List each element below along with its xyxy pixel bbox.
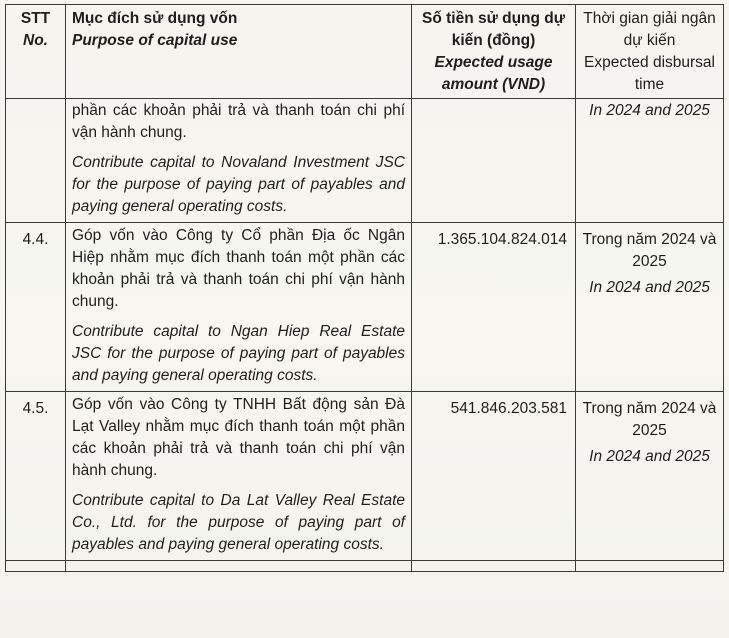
row-purpose-vn: Góp vốn vào Công ty Cổ phần Địa ốc Ngân Hiệp nhằm mục đích thanh toán một phần các khoản phải trả và thanh toán chi phí vận hành chung. xyxy=(72,227,405,310)
header-stt-vn: STT xyxy=(20,10,51,27)
header-time-en: Expected disbursal time xyxy=(584,54,715,93)
table-row xyxy=(6,99,724,223)
row-time xyxy=(576,99,724,223)
row-purpose xyxy=(66,99,412,223)
header-purpose-vn: Mục đích sử dụng vốn xyxy=(72,10,238,27)
row-purpose-en: Contribute capital to Novaland Investment JSC for the purpose of paying part of payables and paying general operating costs. xyxy=(72,154,405,215)
header-purpose-en: Purpose of capital use xyxy=(72,32,238,49)
row-time-en: In 2024 and 2025 xyxy=(589,279,710,296)
row-purpose-vn: Góp vốn vào Công ty TNHH Bất động sản Đà Lạt Valley nhằm mục đích thanh toán một phần các khoản phải trả và thanh toán chi phí vận hành chung. xyxy=(72,396,405,479)
table-row xyxy=(6,223,724,392)
row-stt: 4.4. xyxy=(6,223,66,392)
row-stt: 4.5. xyxy=(6,392,66,561)
row-purpose xyxy=(66,392,412,561)
cell-empty xyxy=(66,561,412,572)
row-time-vn: Trong năm 2024 và 2025 xyxy=(582,231,717,270)
row-time xyxy=(576,392,724,561)
row-amount xyxy=(412,99,576,223)
header-time-vn: Thời gian giải ngân dự kiến xyxy=(583,10,716,49)
row-purpose-en: Contribute capital to Da Lat Valley Real Estate Co., Ltd. for the purpose of paying part of payables and paying general operating costs. xyxy=(72,492,405,553)
table-header-row xyxy=(6,5,724,99)
row-purpose-en: Contribute capital to Ngan Hiep Real Estate JSC for the purpose of paying part of payables and paying general operating costs. xyxy=(72,323,405,384)
capital-use-table xyxy=(5,4,724,572)
row-stt xyxy=(6,99,66,223)
header-amount-en: Expected usage amount (VND) xyxy=(434,54,553,93)
cell-empty xyxy=(576,561,724,572)
row-amount: 541.846.203.581 xyxy=(412,392,576,561)
header-time xyxy=(576,5,724,99)
header-purpose xyxy=(66,5,412,99)
header-amount xyxy=(412,5,576,99)
row-time-vn: Trong năm 2024 và 2025 xyxy=(582,400,717,439)
row-amount: 1.365.104.824.014 xyxy=(412,223,576,392)
header-amount-vn: Số tiền sử dụng dự kiến (đồng) xyxy=(422,10,565,49)
row-time xyxy=(576,223,724,392)
cell-empty xyxy=(412,561,576,572)
row-time-en: In 2024 and 2025 xyxy=(589,448,710,465)
cell-empty xyxy=(6,561,66,572)
table-row-partial xyxy=(6,561,724,572)
header-stt-en: No. xyxy=(23,32,48,49)
row-purpose xyxy=(66,223,412,392)
row-purpose-vn: phần các khoản phải trả và thanh toán chi phí vận hành chung. xyxy=(72,102,405,141)
row-time-en: In 2024 and 2025 xyxy=(589,102,710,119)
table-row xyxy=(6,392,724,561)
header-stt xyxy=(6,5,66,99)
